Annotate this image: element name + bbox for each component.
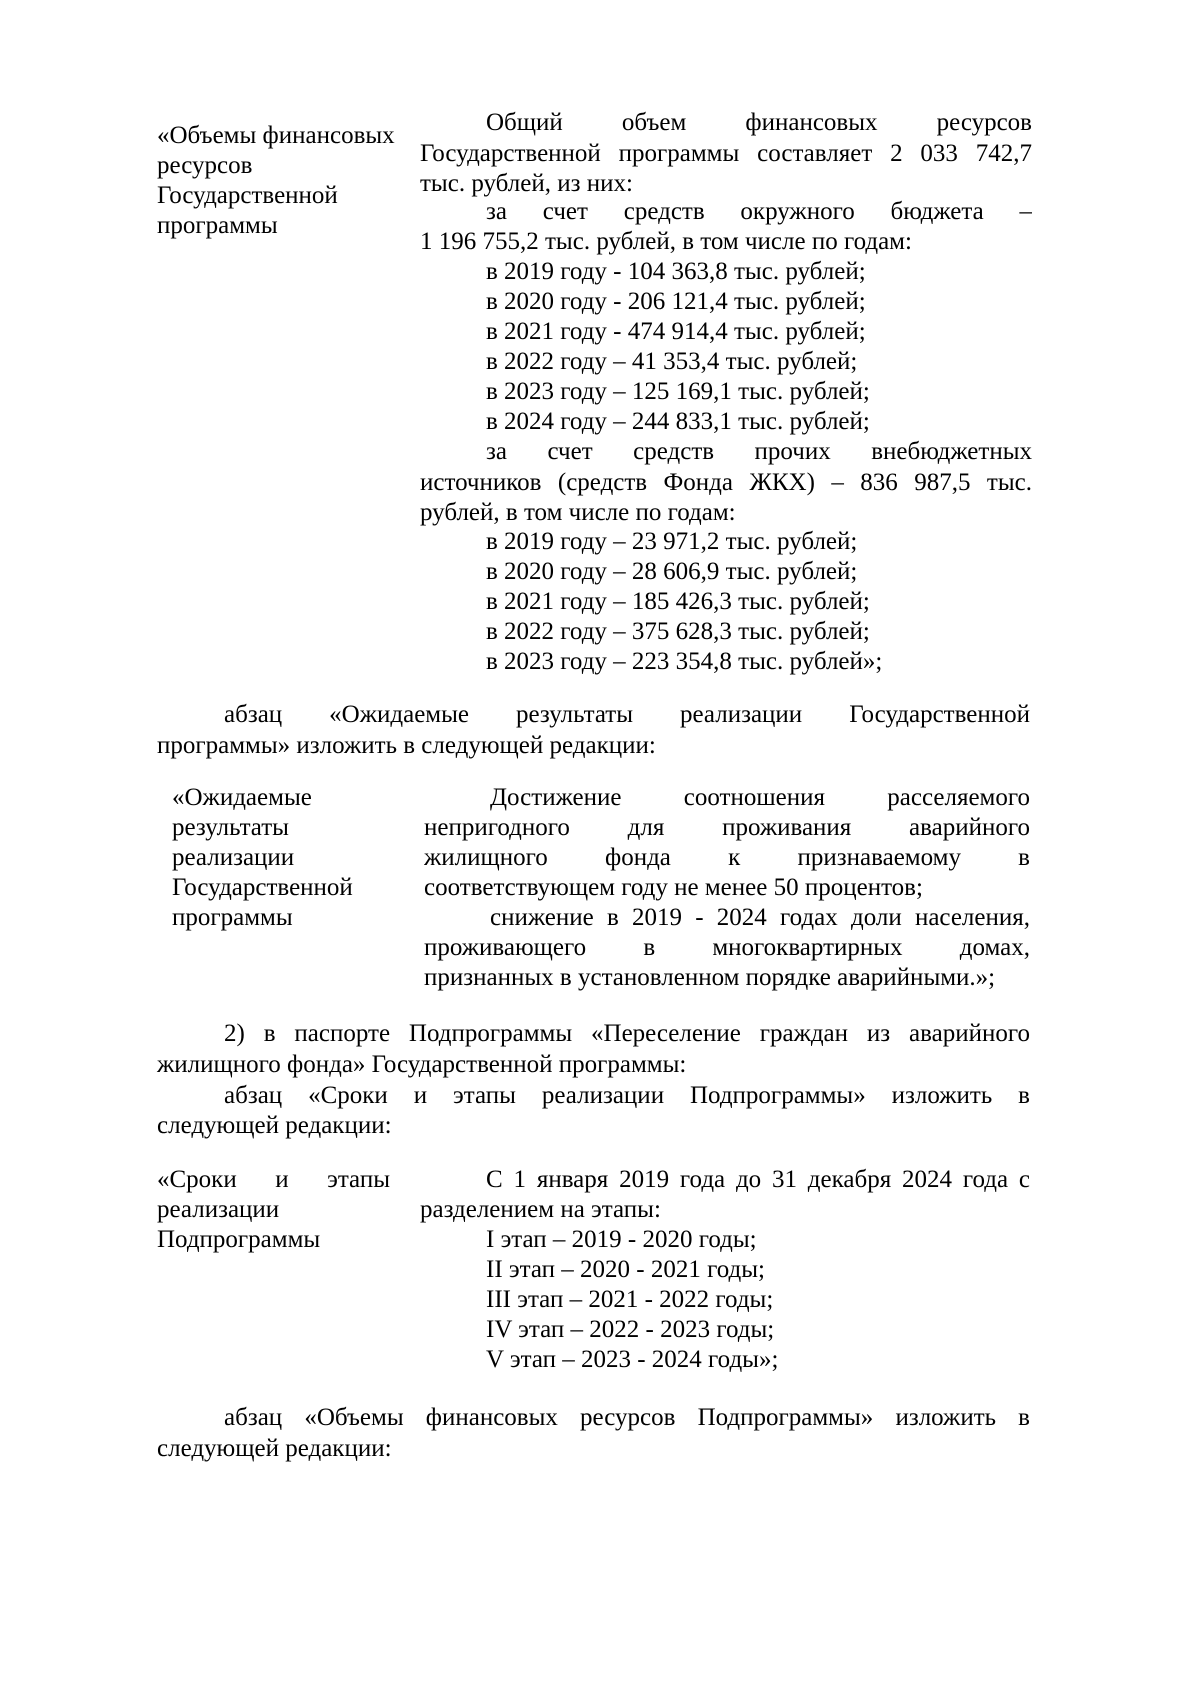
block3-line: III этап – 2021 - 2022 годы; bbox=[486, 1286, 774, 1313]
block2-line: непригодного для проживания аварийного bbox=[424, 814, 1030, 841]
block1-line: в 2022 году – 41 353,4 тыс. рублей; bbox=[486, 348, 858, 375]
block1-line: в 2019 году - 104 363,8 тыс. рублей; bbox=[486, 258, 866, 285]
block2-line: Достижение соотношения расселяемого bbox=[490, 784, 1030, 811]
block1-label bbox=[157, 121, 417, 241]
block1-line: источников (средств Фонда ЖКХ) – 836 987,5 тыс. bbox=[420, 469, 1032, 496]
paragraph-line: следующей редакции: bbox=[157, 1435, 392, 1462]
block1-line: в 2020 году – 28 606,9 тыс. рублей; bbox=[486, 558, 858, 585]
block1-label-line: программы bbox=[157, 212, 278, 239]
block2-line: признанных в установленном порядке аварийными.»; bbox=[424, 964, 996, 991]
paragraph-line: абзац «Объемы финансовых ресурсов Подпрограммы» изложить в bbox=[224, 1404, 1030, 1431]
block1-line: Общий объем финансовых ресурсов bbox=[486, 109, 1032, 136]
block3-line: С 1 января 2019 года до 31 декабря 2024 года с bbox=[486, 1166, 1030, 1193]
block1-line: в 2019 году – 23 971,2 тыс. рублей; bbox=[486, 528, 858, 555]
block3-line: V этап – 2023 - 2024 годы»; bbox=[486, 1346, 779, 1373]
block3-label-line: реализации bbox=[157, 1196, 280, 1223]
paragraph-line: абзац «Сроки и этапы реализации Подпрограммы» изложить в bbox=[224, 1082, 1030, 1109]
block3-label-line: Подпрограммы bbox=[157, 1226, 321, 1253]
block2-label-line: реализации bbox=[172, 844, 295, 871]
block1-line: в 2020 году - 206 121,4 тыс. рублей; bbox=[486, 288, 866, 315]
block3-label-line: «Сроки и этапы bbox=[157, 1166, 390, 1193]
block2-label bbox=[172, 783, 412, 933]
block1-line: в 2023 году – 125 169,1 тыс. рублей; bbox=[486, 378, 870, 405]
block1-line: за счет средств прочих внебюджетных bbox=[486, 438, 1032, 465]
paragraph-line: 2) в паспорте Подпрограммы «Переселение граждан из аварийного bbox=[224, 1020, 1030, 1047]
block1-line: рублей, в том числе по годам: bbox=[420, 499, 736, 526]
block2-line: проживающего в многоквартирных домах, bbox=[424, 934, 1030, 961]
block3-line: I этап – 2019 - 2020 годы; bbox=[486, 1226, 757, 1253]
block1-line: в 2022 году – 375 628,3 тыс. рублей; bbox=[486, 618, 870, 645]
block1-line: в 2024 году – 244 833,1 тыс. рублей; bbox=[486, 408, 870, 435]
block1-line: 1 196 755,2 тыс. рублей, в том числе по годам: bbox=[420, 228, 912, 255]
block2-label-line: результаты bbox=[172, 814, 289, 841]
block1-line: в 2023 году – 223 354,8 тыс. рублей»; bbox=[486, 648, 883, 675]
paragraph-line: следующей редакции: bbox=[157, 1112, 392, 1139]
block1-line: в 2021 году - 474 914,4 тыс. рублей; bbox=[486, 318, 866, 345]
paragraph-line: абзац «Ожидаемые результаты реализации Государственной bbox=[224, 701, 1030, 728]
block1-label-line: ресурсов bbox=[157, 152, 253, 179]
block1-line: тыс. рублей, из них: bbox=[420, 170, 633, 197]
block1-line: Государственной программы составляет 2 033 742,7 bbox=[420, 140, 1032, 167]
block2-label-line: программы bbox=[172, 904, 293, 931]
paragraph-line: жилищного фонда» Государственной программы: bbox=[157, 1051, 687, 1078]
block1-line: в 2021 году – 185 426,3 тыс. рублей; bbox=[486, 588, 870, 615]
block2-label-line: Государственной bbox=[172, 874, 353, 901]
block2-label-line: «Ожидаемые bbox=[172, 784, 312, 811]
block2-line: соответствующем году не менее 50 процентов; bbox=[424, 874, 923, 901]
block2-line: жилищного фонда к признаваемому в bbox=[424, 844, 1030, 871]
block2-line: снижение в 2019 - 2024 годах доли населения, bbox=[490, 904, 1030, 931]
block1-label-line: «Объемы финансовых bbox=[157, 122, 395, 149]
block3-line: IV этап – 2022 - 2023 годы; bbox=[486, 1316, 775, 1343]
block1-line: за счет средств окружного бюджета – bbox=[486, 198, 1032, 225]
block3-line: II этап – 2020 - 2021 годы; bbox=[486, 1256, 765, 1283]
block1-label-line: Государственной bbox=[157, 182, 338, 209]
block3-line: разделением на этапы: bbox=[420, 1196, 661, 1223]
paragraph-line: программы» изложить в следующей редакции: bbox=[157, 732, 656, 759]
